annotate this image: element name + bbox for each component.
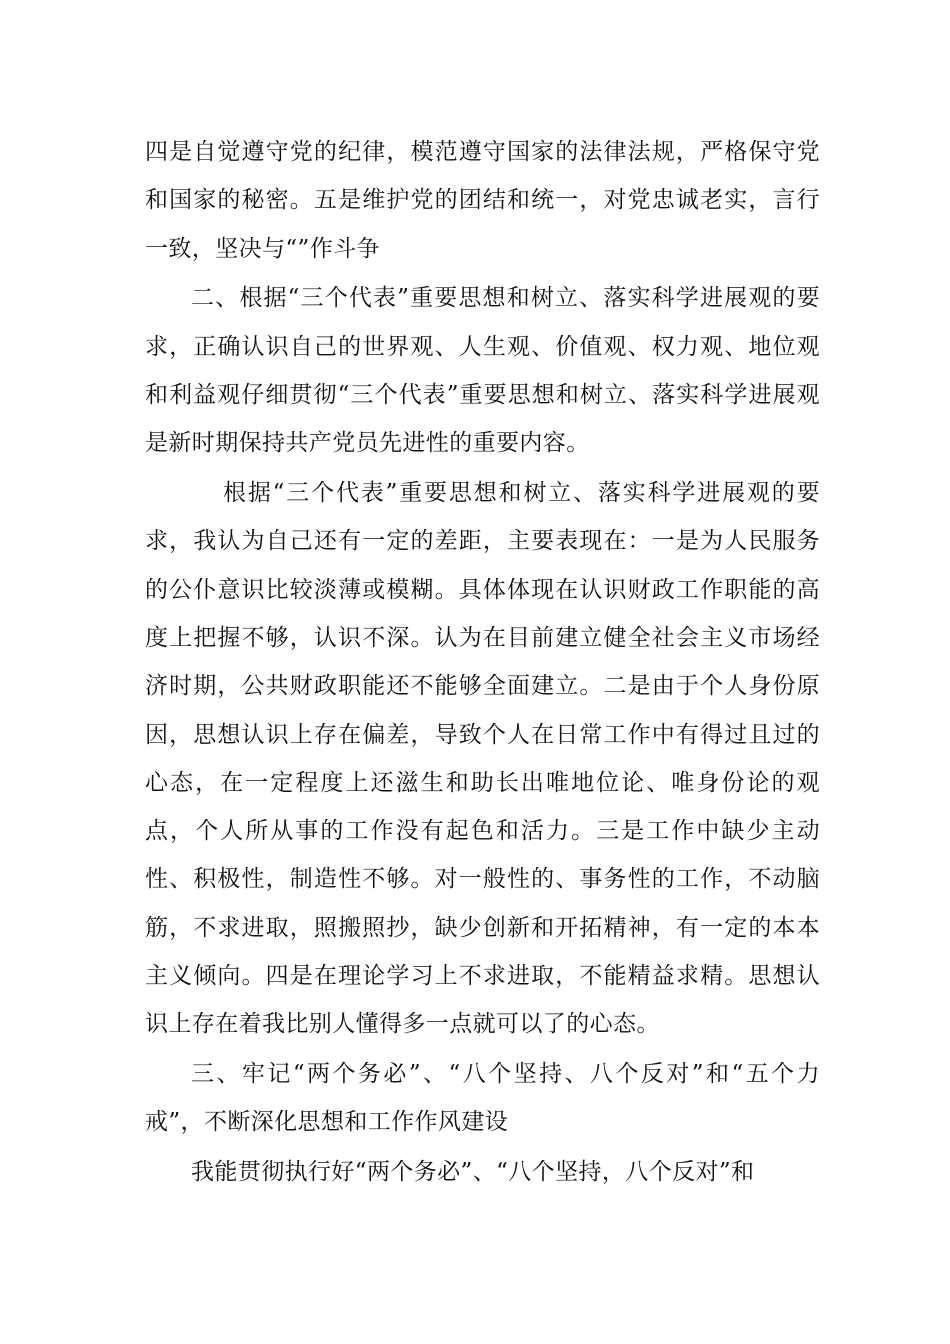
paragraph-discipline: 四是自觉遵守党的纪律，模范遵守国家的法律法规，严格保守党和国家的秘密。五是维护党的团结和统一，对党忠诚老实，言行一致，坚决与“”作斗争 <box>145 139 820 262</box>
document-body <box>145 128 820 1198</box>
paragraph-implementation: 我能贯彻执行好“两个务必”、“八个坚持，八个反对”和 <box>191 1159 755 1186</box>
paragraph-section-three-heading: 三、牢记“两个务必”、“八个坚持、八个反对”和“五个力戒”，不断深化思想和工作作风建设 <box>145 1061 820 1136</box>
paragraph-section-two-heading: 二、根据“三个代表”重要思想和树立、落实科学进展观的要求，正确认识自己的世界观、人生观、价值观、权力观、地位观和利益观仔细贯彻“三个代表”重要思想和树立、落实科学进展观是新时期保持共产党员先进性的重要内容。 <box>145 285 820 457</box>
paragraph-self-assessment: 根据“三个代表”重要思想和树立、落实科学进展观的要求，我认为自己还有一定的差距，主要表现在：一是为人民服务的公仆意识比较淡薄或模糊。具体体现在认识财政工作职能的高度上把握不够，认识不深。认为在目前建立健全社会主义市场经济时期，公共财政职能还不能够全面建立。二是由于个人身份原因，思想认识上存在偏差，导致个人在日常工作中有得过且过的心态，在一定程度上还滋生和助长出唯地位论、唯身份论的观点，个人所从事的工作没有起色和活力。三是工作中缺少主动性、积极性，制造性不够。对一般性的、事务性的工作，不动脑筋，不求进取，照搬照抄，缺少创新和开拓精神，有一定的本本主义倾向。四是在理论学习上不求进取，不能精益求精。思想认识上存在着我比别人懂得多一点就可以了的心态。 <box>145 480 820 1038</box>
